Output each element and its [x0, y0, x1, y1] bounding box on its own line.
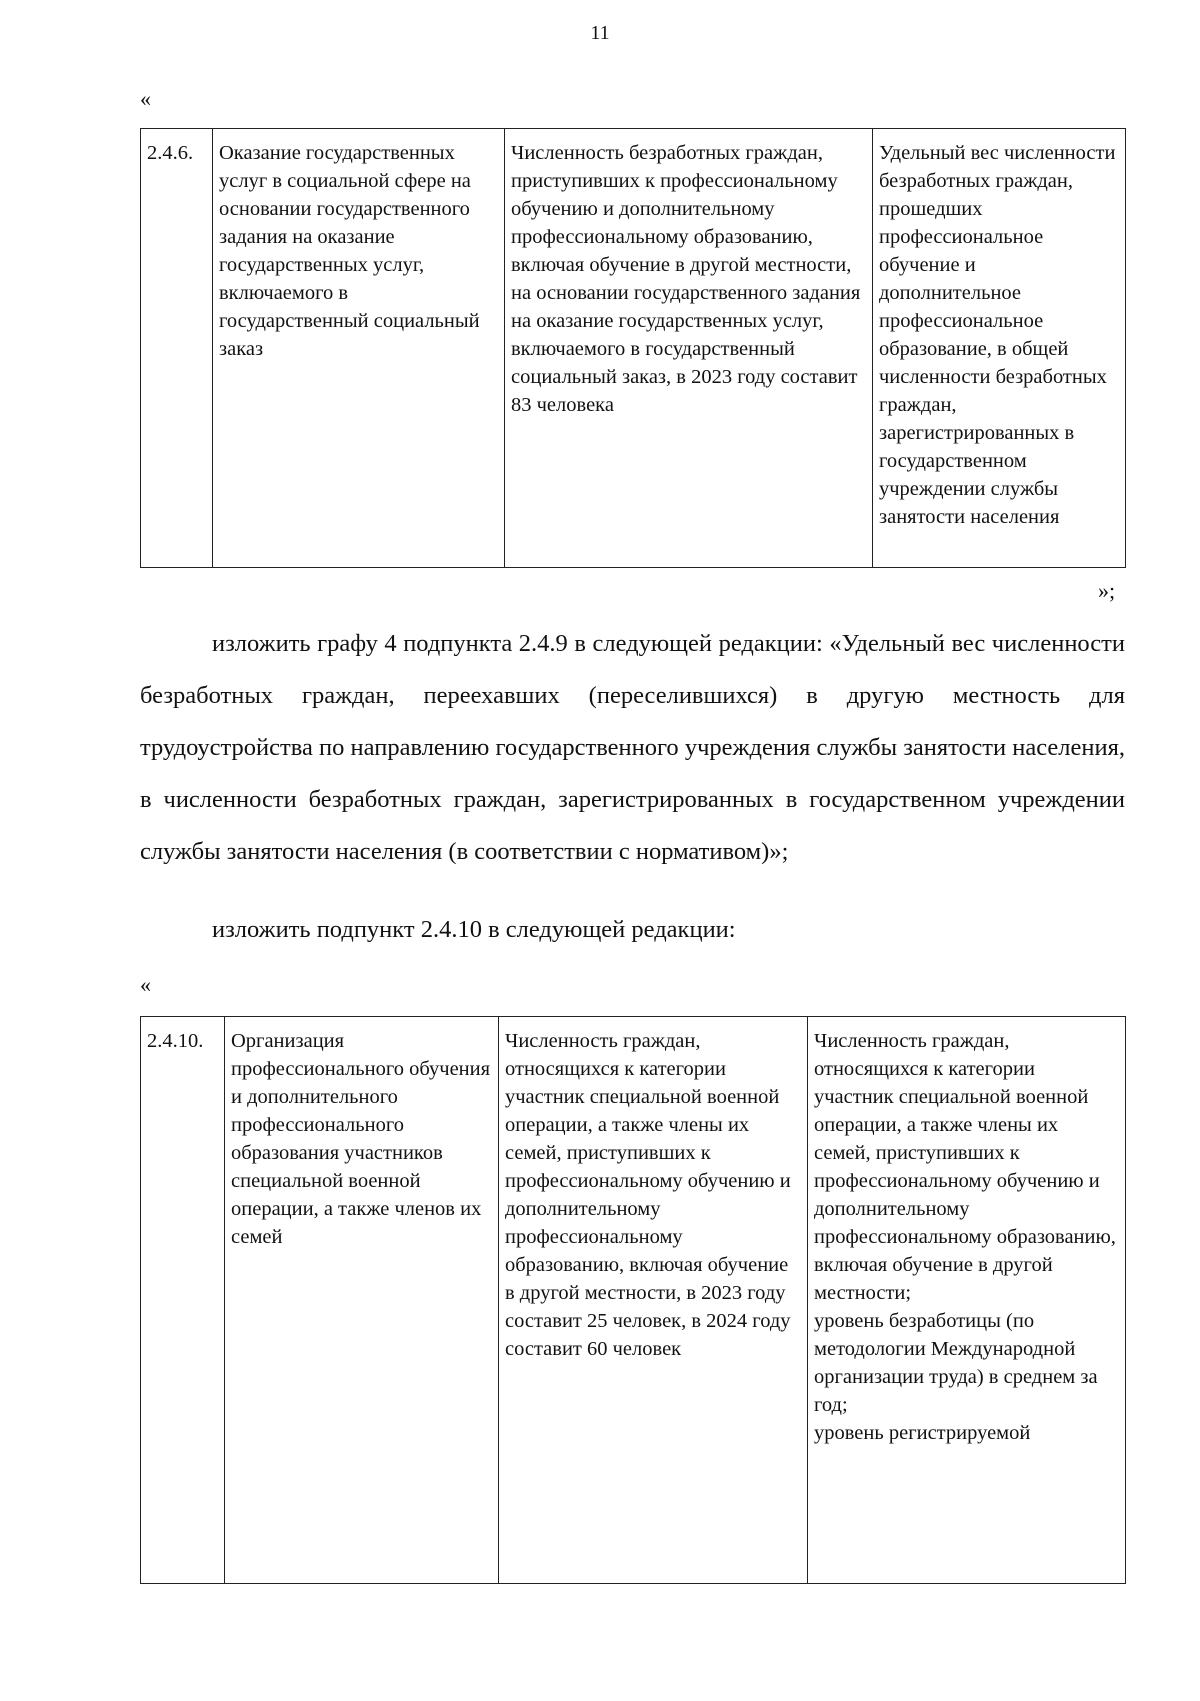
expected-result-cell: Численность безработных граждан, приступивших к профессиональному обучению и дополнительному профессиональному образованию, включая обучение в другой местности, на основании государственного задания на оказание государственных услуг, включаемого в государственный социальный заказ, в 2023 году составит 83 человека: [505, 129, 873, 568]
amendment-paragraph-2-4-10: изложить подпункт 2.4.10 в следующей редакции:: [212, 916, 736, 943]
item-number-cell: 2.4.10.: [141, 1017, 225, 1584]
amendment-paragraph-2-4-9: изложить графу 4 подпункта 2.4.9 в следующей редакции: «Удельный вес численности безработных граждан, переехавших (переселившихся) в другую местность для трудоустройства по направлению государственного учреждения службы занятости населения, в численности безработных граждан, зарегистрированных в государственном учреждении службы занятости населения (в соответствии с нормативом)»;: [140, 630, 1125, 865]
expected-result-cell: Численность граждан, относящихся к категории участник специальной военной операции, а также члены их семей, приступивших к профессиональному обучению и дополнительному профессиональному образованию, включая обучение в другой местности, в 2023 году составит 25 человек, в 2024 году составит 60 человек: [499, 1017, 808, 1584]
table-row: [141, 129, 1126, 568]
opening-quote-mark: «: [140, 86, 151, 111]
item-number-cell: 2.4.6.: [141, 129, 213, 568]
table-row: [141, 1017, 1126, 1584]
indicator-line: уровень безработицы (по методологии Международной организации труда) в среднем за год;: [814, 1310, 1098, 1416]
amendment-table-2-4-10: [140, 1016, 1126, 1584]
page-number: 11: [590, 22, 610, 44]
item-name-cell: Оказание государственных услуг в социальной сфере на основании государственного задания на оказание государственных услуг, включаемого в государственный социальный заказ: [213, 129, 505, 568]
indicator-line: Численность граждан, относящихся к категории участник специальной военной операции, а также члены их семей, приступивших к профессиональному обучению и дополнительному профессиональному образованию, включая обучение в другой местности;: [814, 1030, 1116, 1304]
closing-quote-mark: »;: [1098, 578, 1116, 603]
indicator-cell: Удельный вес численности безработных граждан, прошедших профессиональное обучение и дополнительное профессиональное образование, в общей численности безработных граждан, зарегистрированных в государственном учреждении службы занятости населения: [873, 129, 1126, 568]
opening-quote-mark-2: «: [140, 972, 151, 997]
indicator-line: уровень регистрируемой: [814, 1422, 1031, 1444]
amendment-table-2-4-6: [140, 128, 1126, 568]
item-name-cell: Организация профессионального обучения и дополнительного профессионального образования участников специальной военной операции, а также членов их семей: [225, 1017, 499, 1584]
indicator-cell: [808, 1017, 1126, 1584]
